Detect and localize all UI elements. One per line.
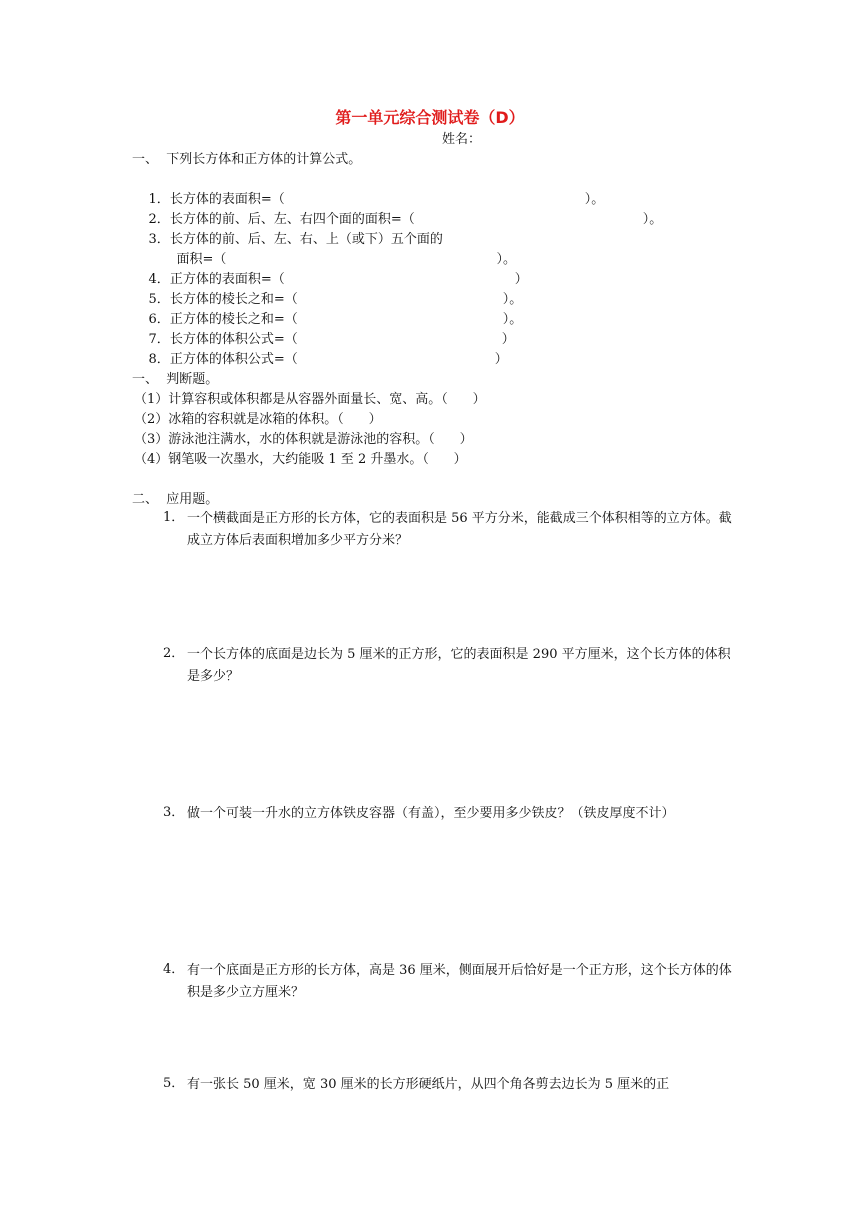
name-label: 姓名： xyxy=(442,132,482,147)
formula-close: ） xyxy=(514,272,528,287)
formula-close: ） xyxy=(501,332,515,347)
item-number: 2． xyxy=(148,212,170,227)
judgement-item-1[interactable]: （1）计算容积或体积都是从容器外面量长、宽、高。（ ） xyxy=(134,392,486,407)
formula-prompt: 正方体的体积公式=（ xyxy=(169,352,298,367)
formula-close: ）。 xyxy=(502,292,523,307)
section-judgement-heading: 一、 判断题。 xyxy=(132,372,219,387)
formula-prompt: 长方体的体积公式=（ xyxy=(169,332,298,347)
item-number: 3． xyxy=(148,232,170,247)
item-number: 8． xyxy=(148,352,170,367)
formula-prompt: 正方体的棱长之和=（ xyxy=(169,312,298,327)
formula-close: ）。 xyxy=(642,212,663,227)
formula-prompt: 长方体的前、后、左、右、上（或下）五个面的 xyxy=(169,232,443,247)
problem-text-2: 一个长方体的底面是边长为 5 厘米的正方形，它的表面积是 290 平方厘米，这个长方体的体积是多少？ xyxy=(187,647,731,684)
item-number: 6． xyxy=(148,312,170,327)
judgement-item-2[interactable]: （2）冰箱的容积就是冰箱的体积。（ ） xyxy=(134,412,382,427)
problem-number: 2． xyxy=(163,646,185,661)
formula-prompt-cont: 面积=（ xyxy=(176,252,227,267)
problem-text-3: 做一个可装一升水的立方体铁皮容器（有盖），至少要用多少铁皮？（铁皮厚度不计） xyxy=(187,806,675,821)
item-number: 4． xyxy=(148,272,170,287)
section-application-heading: 二、 应用题。 xyxy=(132,492,219,507)
formula-prompt: 长方体的棱长之和=（ xyxy=(169,292,298,307)
formula-close: ）。 xyxy=(502,312,523,327)
item-number: 7． xyxy=(148,332,170,347)
formula-prompt: 正方体的表面积=（ xyxy=(169,272,285,287)
problem-number: 3． xyxy=(163,805,185,820)
problem-text-5: 有一张长 50 厘米，宽 30 厘米的长方形硬纸片，从四个角各剪去边长为 5 厘米的正 xyxy=(187,1077,670,1092)
formula-prompt: 长方体的表面积=（ xyxy=(169,192,285,207)
problem-number: 5． xyxy=(163,1076,185,1091)
formula-close: ）。 xyxy=(584,192,605,207)
problem-number: 4． xyxy=(163,962,185,977)
formula-close: ）。 xyxy=(496,252,516,267)
judgement-item-3[interactable]: （3）游泳池注满水，水的体积就是游泳池的容积。（ ） xyxy=(134,432,473,447)
judgement-item-4[interactable]: （4）钢笔吸一次墨水，大约能吸 1 至 2 升墨水。（ ） xyxy=(134,452,467,467)
item-number: 1． xyxy=(148,192,170,207)
item-number: 5． xyxy=(148,292,170,307)
section-formulas-heading: 一、 下列长方体和正方体的计算公式。 xyxy=(132,152,362,167)
page-title: 第一单元综合测试卷（D） xyxy=(335,108,525,127)
problem-text-1: 一个横截面是正方形的长方体，它的表面积是 56 平方分米，能截成三个体积相等的立方体。截成立方体后表面积增加多少平方分米？ xyxy=(187,511,732,548)
formula-prompt: 长方体的前、后、左、右四个面的面积=（ xyxy=(169,212,415,227)
formula-close: ） xyxy=(494,352,508,367)
problem-text-4: 有一个底面是正方形的长方体，高是 36 厘米，侧面展开后恰好是一个正方形，这个长方体的体积是多少立方厘米？ xyxy=(187,963,732,1000)
problem-number: 1． xyxy=(163,510,185,525)
